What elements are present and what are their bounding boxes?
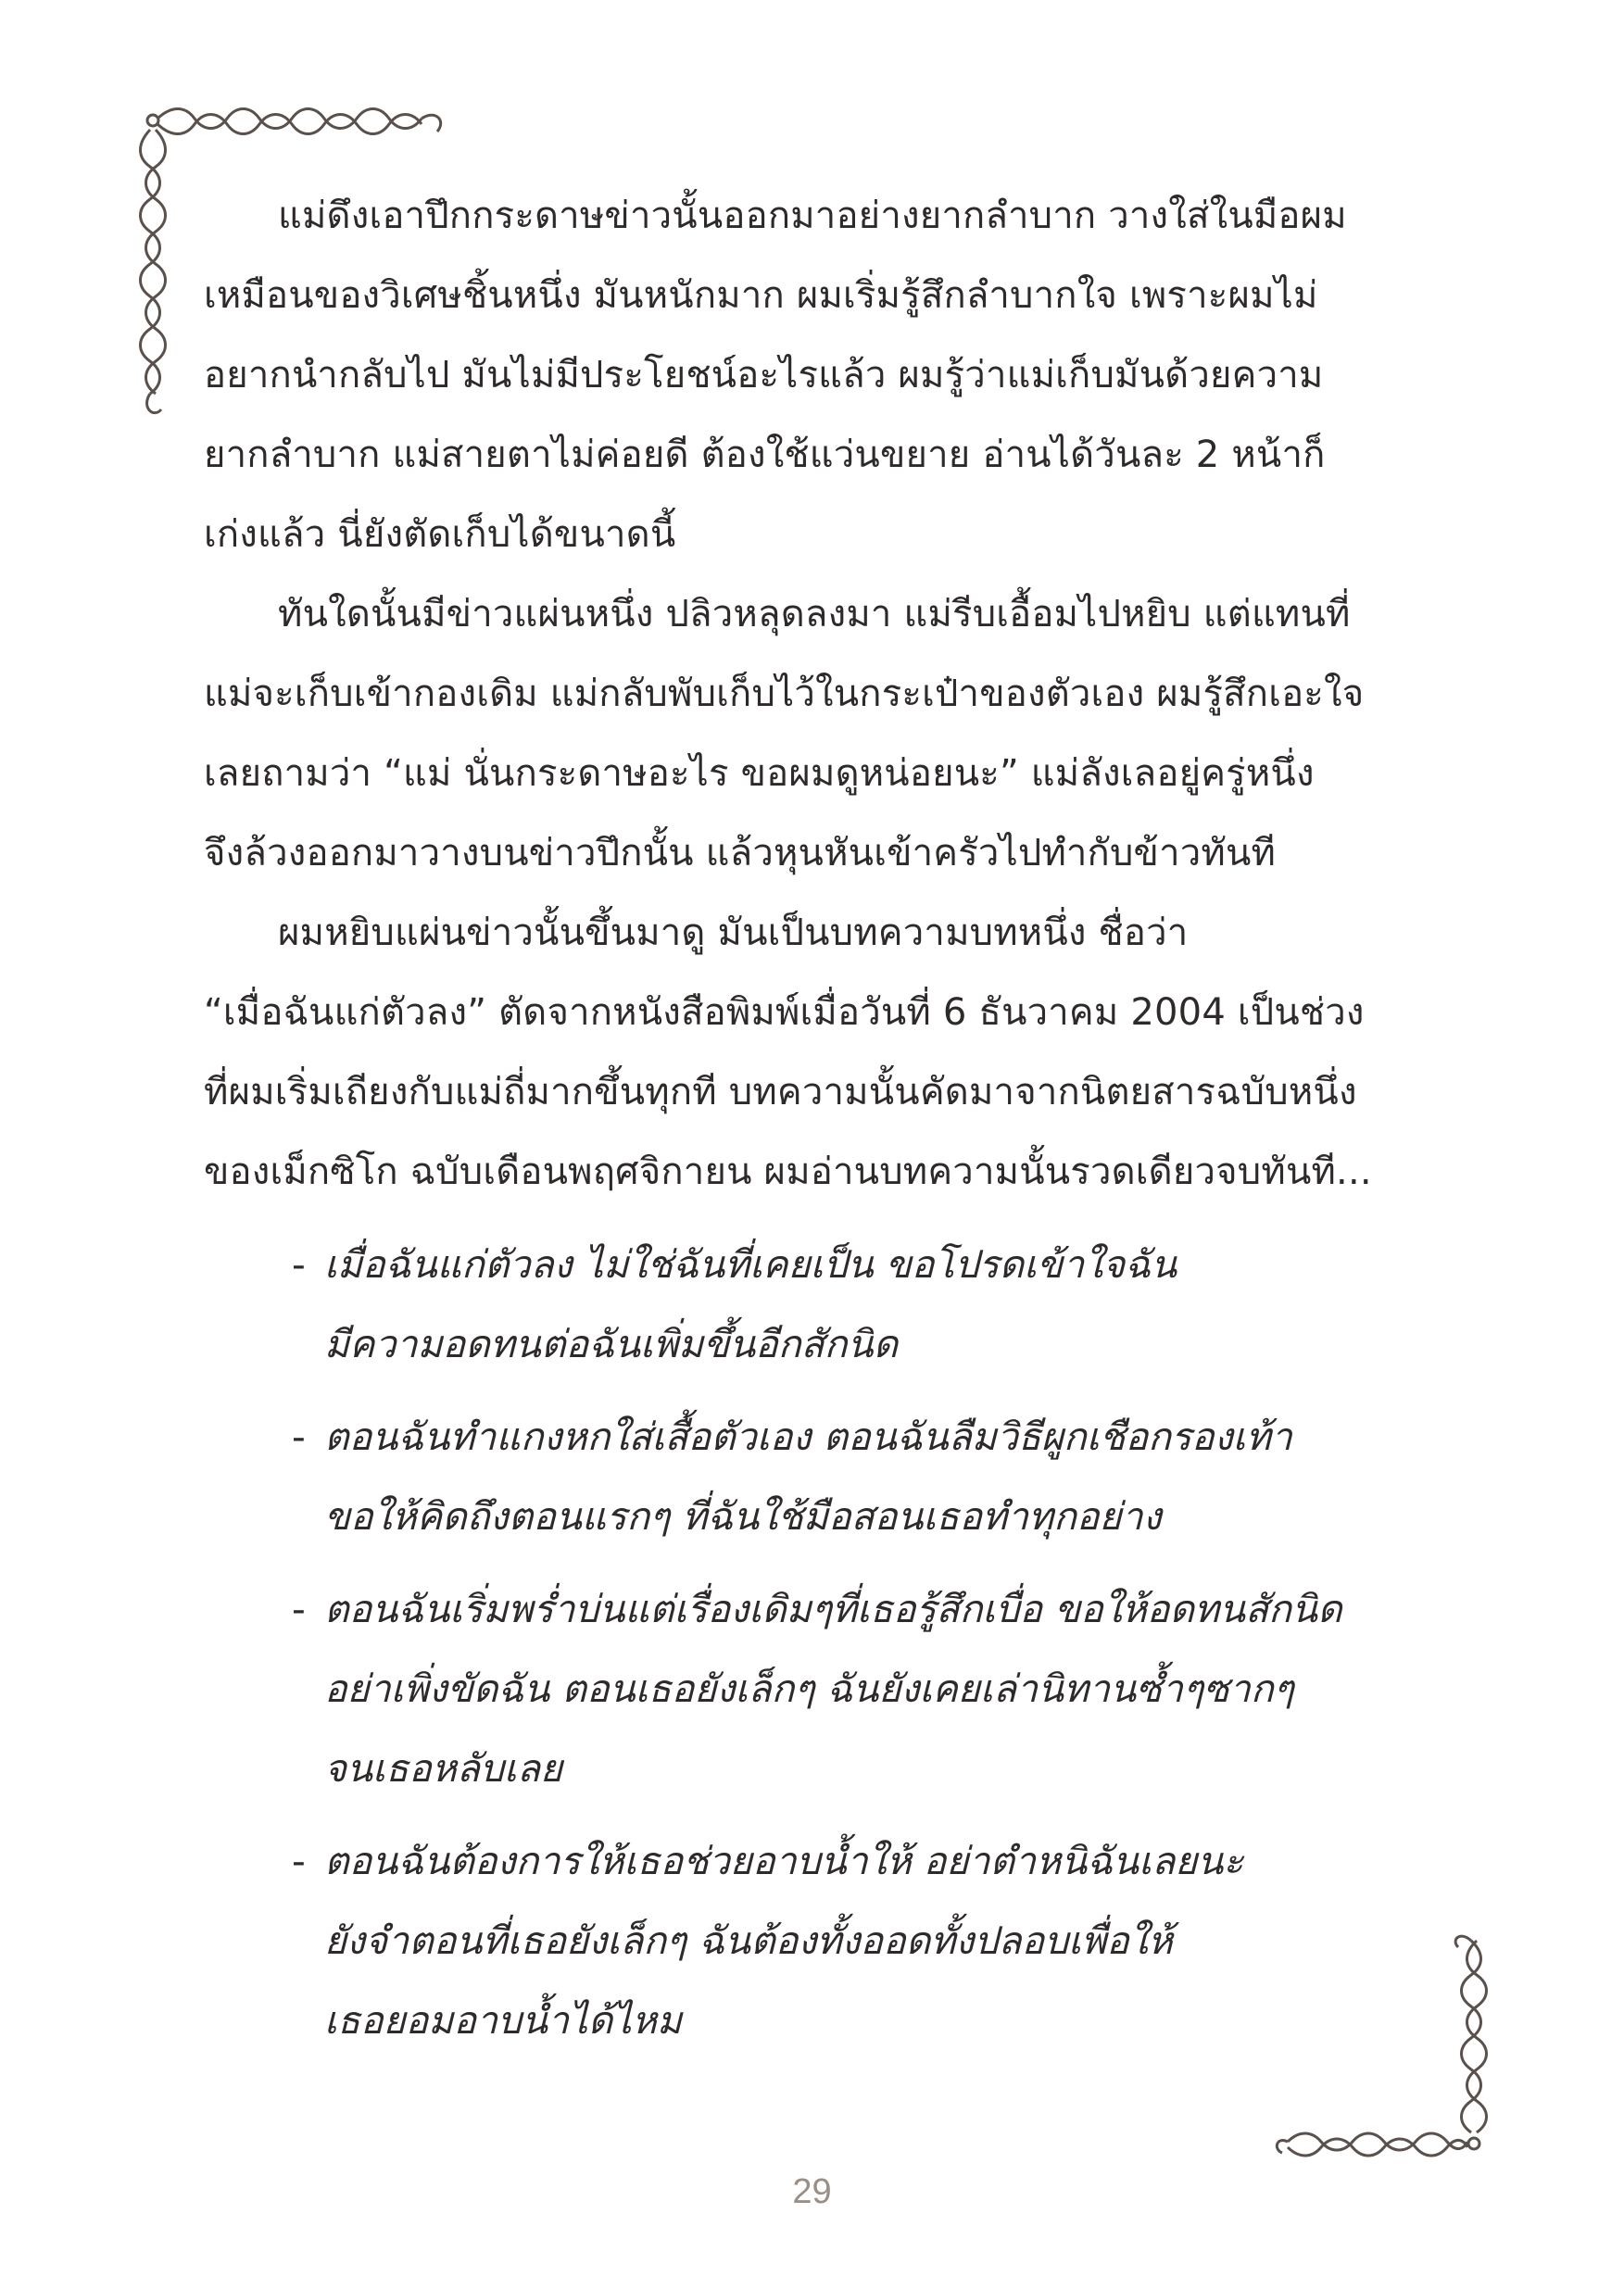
list-item bbox=[204, 1397, 1501, 1556]
list-item bbox=[204, 1821, 1501, 2060]
paragraph bbox=[204, 574, 1501, 893]
text-line: เก่งแล้ว นี่ยังตัดเก็บได้ขนาดนี้ bbox=[204, 513, 676, 556]
page-number: 29 bbox=[792, 2172, 832, 2211]
list-item bbox=[204, 1569, 1501, 1808]
text-line: จนเธอหลับเลย bbox=[324, 1746, 563, 1791]
text-line: แม่จะเก็บเข้ากองเดิม แม่กลับพับเก็บไว้ในกระเป๋าของตัวเอง ผมรู้สึกเอะใจ bbox=[204, 673, 1365, 715]
text-line: เลยถามว่า “แม่ นั่นกระดาษอะไร ขอผมดูหน่อยนะ” แม่ลังเลอยู่ครู่หนึ่ง bbox=[204, 752, 1315, 795]
text-line: ขอให้คิดถึงตอนแรกๆ ที่ฉันใช้มือสอนเธอทำทุกอย่าง bbox=[324, 1494, 1162, 1539]
list-dash: - bbox=[292, 1839, 306, 1883]
text-line: ผมหยิบแผ่นข่าวนั้นขึ้นมาดู มันเป็นบทความบทหนึ่ง ชื่อว่า bbox=[278, 912, 1189, 954]
text-line: เหมือนของวิเศษชิ้นหนึ่ง มันหนักมาก ผมเริ่มรู้สึกลำบากใจ เพราะผมไม่ bbox=[204, 274, 1318, 317]
text-line: แม่ดึงเอาปึกกระดาษข่าวนั้นออกมาอย่างยากลำบาก วางใส่ในมือผม bbox=[278, 195, 1347, 237]
text-line: ยังจำตอนที่เธอยังเล็กๆ ฉันต้องทั้งออดทั้งปลอบเพื่อให้ bbox=[324, 1918, 1173, 1963]
text-line: อย่าเพิ่งขัดฉัน ตอนเธอยังเล็กๆ ฉันยังเคยเล่านิทานซ้ำๆซากๆ bbox=[324, 1666, 1294, 1711]
quoted-list bbox=[204, 1225, 1501, 2060]
text-line: ของเม็กซิโก ฉบับเดือนพฤศจิกายน ผมอ่านบทความนั้นรวดเดียวจบทันที... bbox=[204, 1151, 1372, 1193]
text-line: ยากลำบาก แม่สายตาไม่ค่อยดี ต้องใช้แว่นขยาย อ่านได้วันละ 2 หน้าก็ bbox=[204, 434, 1326, 476]
text-line: มีความอดทนต่อฉันเพิ่มขึ้นอีกสักนิด bbox=[324, 1322, 899, 1366]
list-dash: - bbox=[292, 1242, 306, 1287]
text-line: ทันใดนั้นมีข่าวแผ่นหนึ่ง ปลิวหลุดลงมา แม่รีบเอื้อมไปหยิบ แต่แทนที่ bbox=[278, 593, 1351, 635]
text-line: เธอยอมอาบน้ำได้ไหม bbox=[324, 1998, 682, 2043]
text-line: “เมื่อฉันแก่ตัวลง” ตัดจากหนังสือพิมพ์เมื่อวันที่ 6 ธันวาคม 2004 เป็นช่วง bbox=[204, 991, 1365, 1034]
text-line: ตอนฉันทำแกงหกใส่เสื้อตัวเอง ตอนฉันลืมวิธีผูกเชือกรองเท้า bbox=[324, 1415, 1292, 1459]
text-line: จึงล้วงออกมาวางบนข่าวปึกนั้น แล้วหุนหันเข้าครัวไปทำกับข้าวทันที bbox=[204, 832, 1277, 874]
page-body bbox=[204, 176, 1501, 2060]
text-line: อยากนำกลับไป มันไม่มีประโยชน์อะไรแล้ว ผมรู้ว่าแม่เก็บมันด้วยความ bbox=[204, 354, 1324, 396]
text-line: ตอนฉันเริ่มพร่ำบ่นแต่เรื่องเดิมๆที่เธอรู้สึกเบื่อ ขอให้อดทนสักนิด bbox=[324, 1587, 1342, 1631]
list-dash: - bbox=[292, 1587, 306, 1631]
text-line: ที่ผมเริ่มเถียงกับแม่ถี่มากขึ้นทุกที บทความนั้นคัดมาจากนิตยสารฉบับหนึ่ง bbox=[204, 1071, 1357, 1113]
text-line: เมื่อฉันแก่ตัวลง ไม่ใช่ฉันที่เคยเป็น ขอโปรดเข้าใจฉัน bbox=[324, 1242, 1177, 1287]
list-dash: - bbox=[292, 1415, 306, 1459]
paragraph bbox=[204, 176, 1501, 574]
text-line: ตอนฉันต้องการให้เธอช่วยอาบน้ำให้ อย่าตำหนิฉันเลยนะ bbox=[324, 1839, 1244, 1883]
list-item bbox=[204, 1225, 1501, 1384]
paragraph bbox=[204, 893, 1501, 1212]
